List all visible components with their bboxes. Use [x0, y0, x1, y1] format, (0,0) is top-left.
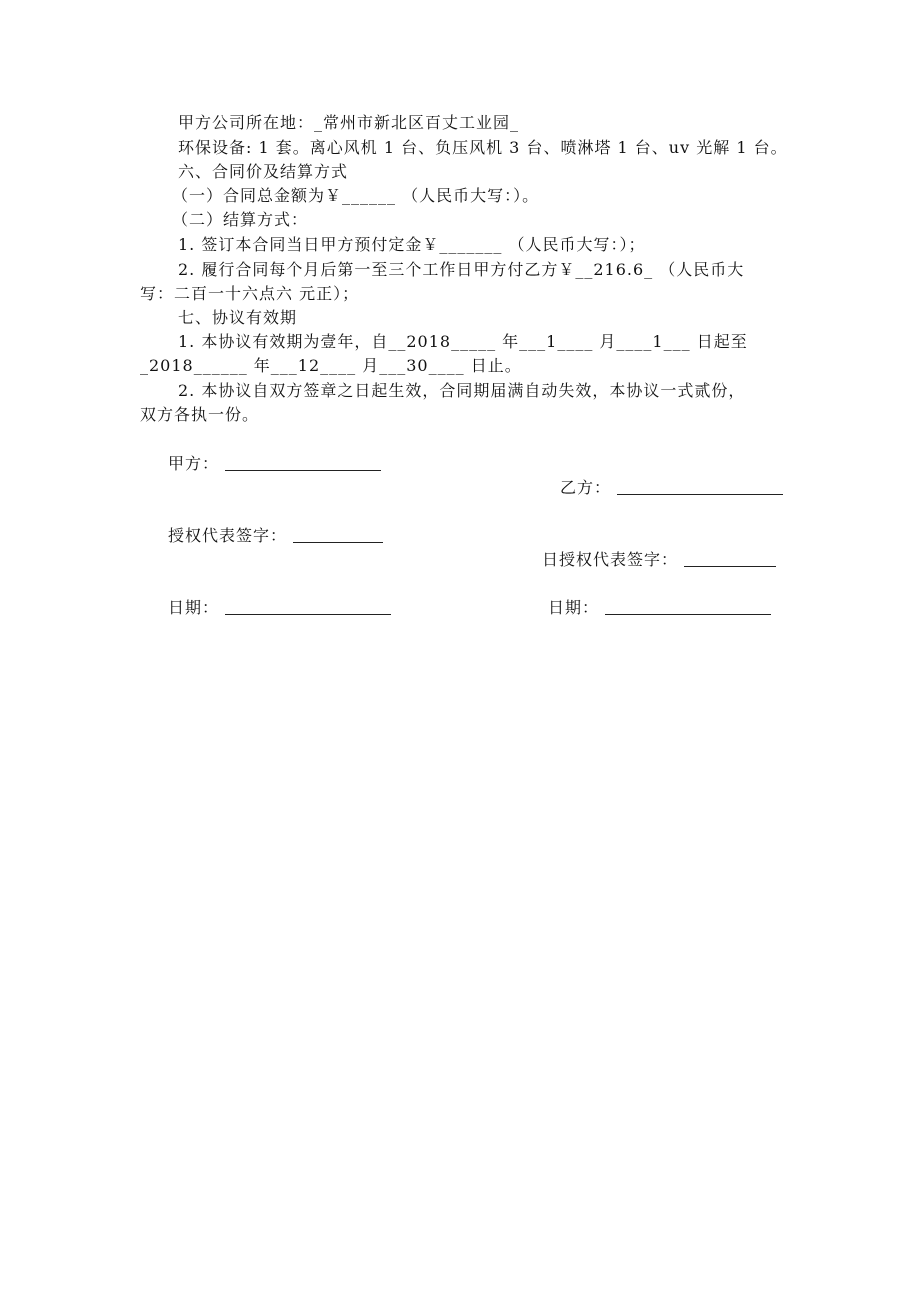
deposit-line: 1. 签订本合同当日甲方预付定金￥_______ （人民币大写：）； — [178, 235, 646, 254]
section-six-heading: 六、合同价及结算方式 — [178, 162, 349, 181]
party-b-date — [548, 596, 771, 620]
party-a-rep-signature — [168, 524, 383, 548]
party-a-label: 甲方： — [168, 454, 220, 473]
effectiveness-line-cont: 双方各执一份。 — [140, 405, 260, 424]
section-seven-heading: 七、协议有效期 — [178, 308, 298, 327]
party-b-date-label: 日期： — [548, 598, 600, 617]
validity-period-line-cont: _2018______ 年___12____ 月___30____ 日止。 — [140, 356, 522, 375]
party-a-signature — [168, 452, 381, 476]
party-a-rep-blank[interactable] — [293, 526, 383, 543]
party-a-date-label: 日期： — [168, 598, 220, 617]
party-a-blank[interactable] — [225, 454, 381, 471]
monthly-payment-line: 2. 履行合同每个月后第一至三个工作日甲方付乙方￥__216.6_ （人民币大 — [178, 260, 745, 279]
effectiveness-line: 2. 本协议自双方签章之日起生效，合同期届满自动失效，本协议一式贰份， — [178, 381, 746, 400]
party-b-signature — [560, 476, 783, 500]
monthly-payment-line-cont: 写：二百一十六点六 元正）； — [140, 284, 360, 303]
settlement-heading: （二）结算方式： — [172, 210, 309, 229]
party-b-rep-blank[interactable] — [684, 550, 776, 567]
company-location-line: 甲方公司所在地：_常州市新北区百丈工业园_ — [178, 113, 520, 132]
party-b-label: 乙方： — [560, 478, 612, 497]
party-b-rep-label: 日授权代表签字： — [542, 550, 679, 569]
party-b-date-blank[interactable] — [605, 598, 771, 615]
equipment-line: 环保设备: 1 套。离心风机 1 台、负压风机 3 台、喷淋塔 1 台、uv 光解 1 台。 — [178, 138, 788, 157]
total-amount-line: （一）合同总金额为￥______ （人民币大写：）。 — [172, 186, 540, 205]
party-b-blank[interactable] — [617, 478, 783, 495]
party-a-rep-label: 授权代表签字： — [168, 526, 288, 545]
validity-period-line: 1. 本协议有效期为壹年，自__2018_____ 年___1____ 月____1___ 日起至 — [178, 332, 748, 351]
party-a-date — [168, 596, 391, 620]
party-a-date-blank[interactable] — [225, 598, 391, 615]
party-b-rep-signature — [542, 548, 776, 572]
